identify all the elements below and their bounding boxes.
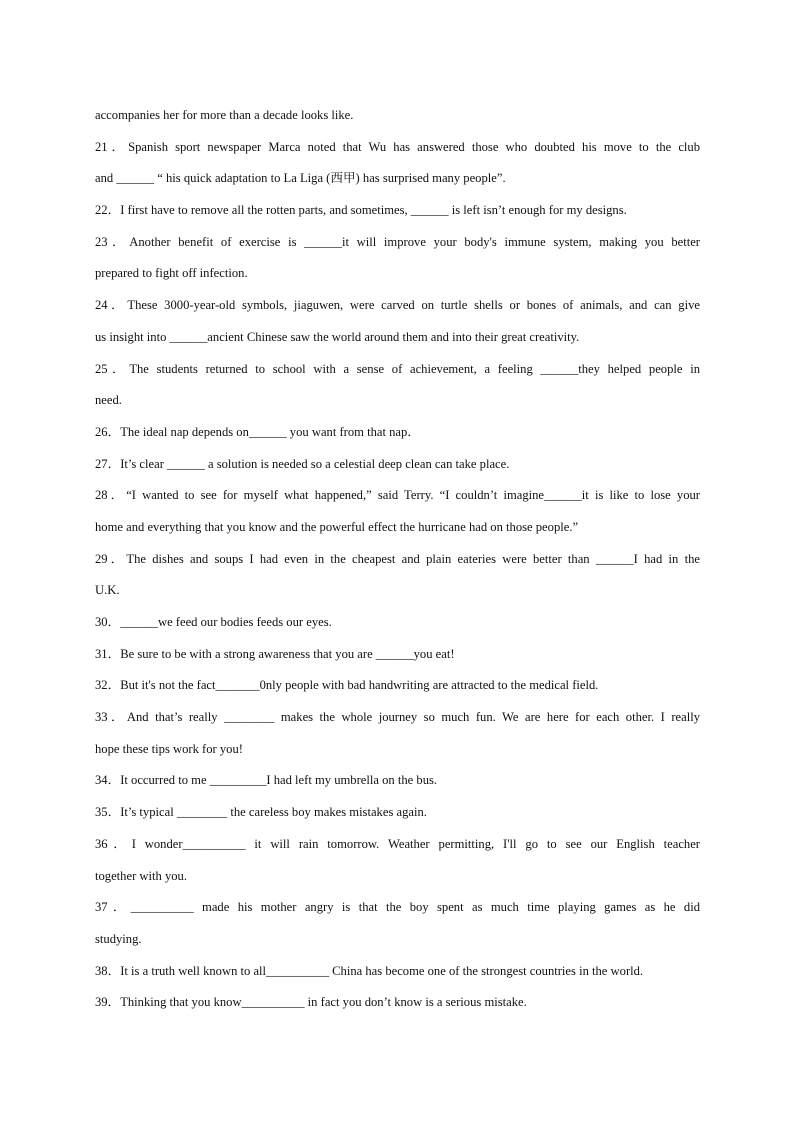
text-line: 24．These 3000-year-old symbols, jiaguwen, were carved on turtle shells or bones of animals, and can give (95, 298, 700, 313)
text-line: 22．I first have to remove all the rotten parts, and sometimes, ______ is left isn’t enough for my designs. (95, 203, 627, 218)
text-line: 32．But it's not the fact_______0nly people with bad handwriting are attracted to the medical field. (95, 678, 599, 693)
text-line: home and everything that you know and the powerful effect the hurricane had on those people.” (95, 519, 579, 534)
text-line: 29．The dishes and soups I had even in the cheapest and plain eateries were better than ______I had in the (95, 551, 700, 566)
text-line: 27．It’s clear ______ a solution is needed so a celestial deep clean can take place. (95, 456, 510, 471)
text-line: 25．The students returned to school with a sense of achievement, a feeling ______they helped people in (95, 361, 700, 376)
text-line: accompanies her for more than a decade looks like. (95, 108, 354, 122)
text-line: 30．______we feed our bodies feeds our eyes. (95, 615, 332, 629)
text-line: 21．Spanish sport newspaper Marca noted that Wu has answered those who doubted his move to the club (95, 139, 700, 154)
text-line: 39．Thinking that you know__________ in fact you don’t know is a serious mistake. (95, 995, 527, 1010)
text-line: 26．The ideal nap depends on______ you want from that nap． (95, 424, 420, 439)
text-line: 31．Be sure to be with a strong awareness that you are ______you eat! (95, 646, 455, 661)
text-line: prepared to fight off infection. (95, 266, 248, 281)
text-line: and ______ “ his quick adaptation to La Liga (西甲) has surprised many people”. (95, 171, 506, 186)
text-line: 35．It’s typical ________ the careless boy makes mistakes again. (95, 805, 427, 820)
text-line: 33．And that’s really ________ makes the whole journey so much fun. We are here for each other. I really (95, 710, 700, 725)
text-line: 34．It occurred to me _________I had left my umbrella on the bus. (95, 773, 438, 788)
text-line: 28．“I wanted to see for myself what happened,” said Terry. “I couldn’t imagine______it is like to lose your (95, 488, 700, 503)
text-line: U.K. (95, 583, 120, 598)
text-line: together with you. (95, 868, 187, 883)
document-page (95, 100, 700, 1019)
text-line: 23．Another benefit of exercise is ______it will improve your body's immune system, making you better (95, 234, 700, 249)
text-line: 36．I wonder__________ it will rain tomorrow. Weather permitting, I'll go to see our English teacher (95, 836, 700, 851)
text-line: hope these tips work for you! (95, 741, 243, 756)
text-line: studying. (95, 931, 142, 946)
text-line: need. (95, 393, 122, 408)
text-line: 37．__________ made his mother angry is that the boy spent as much time playing games as he did (95, 900, 700, 915)
text-line: us insight into ______ancient Chinese saw the world around them and into their great creativity. (95, 329, 580, 344)
text-line: 38．It is a truth well known to all__________ China has become one of the strongest countries in the world. (95, 963, 644, 978)
